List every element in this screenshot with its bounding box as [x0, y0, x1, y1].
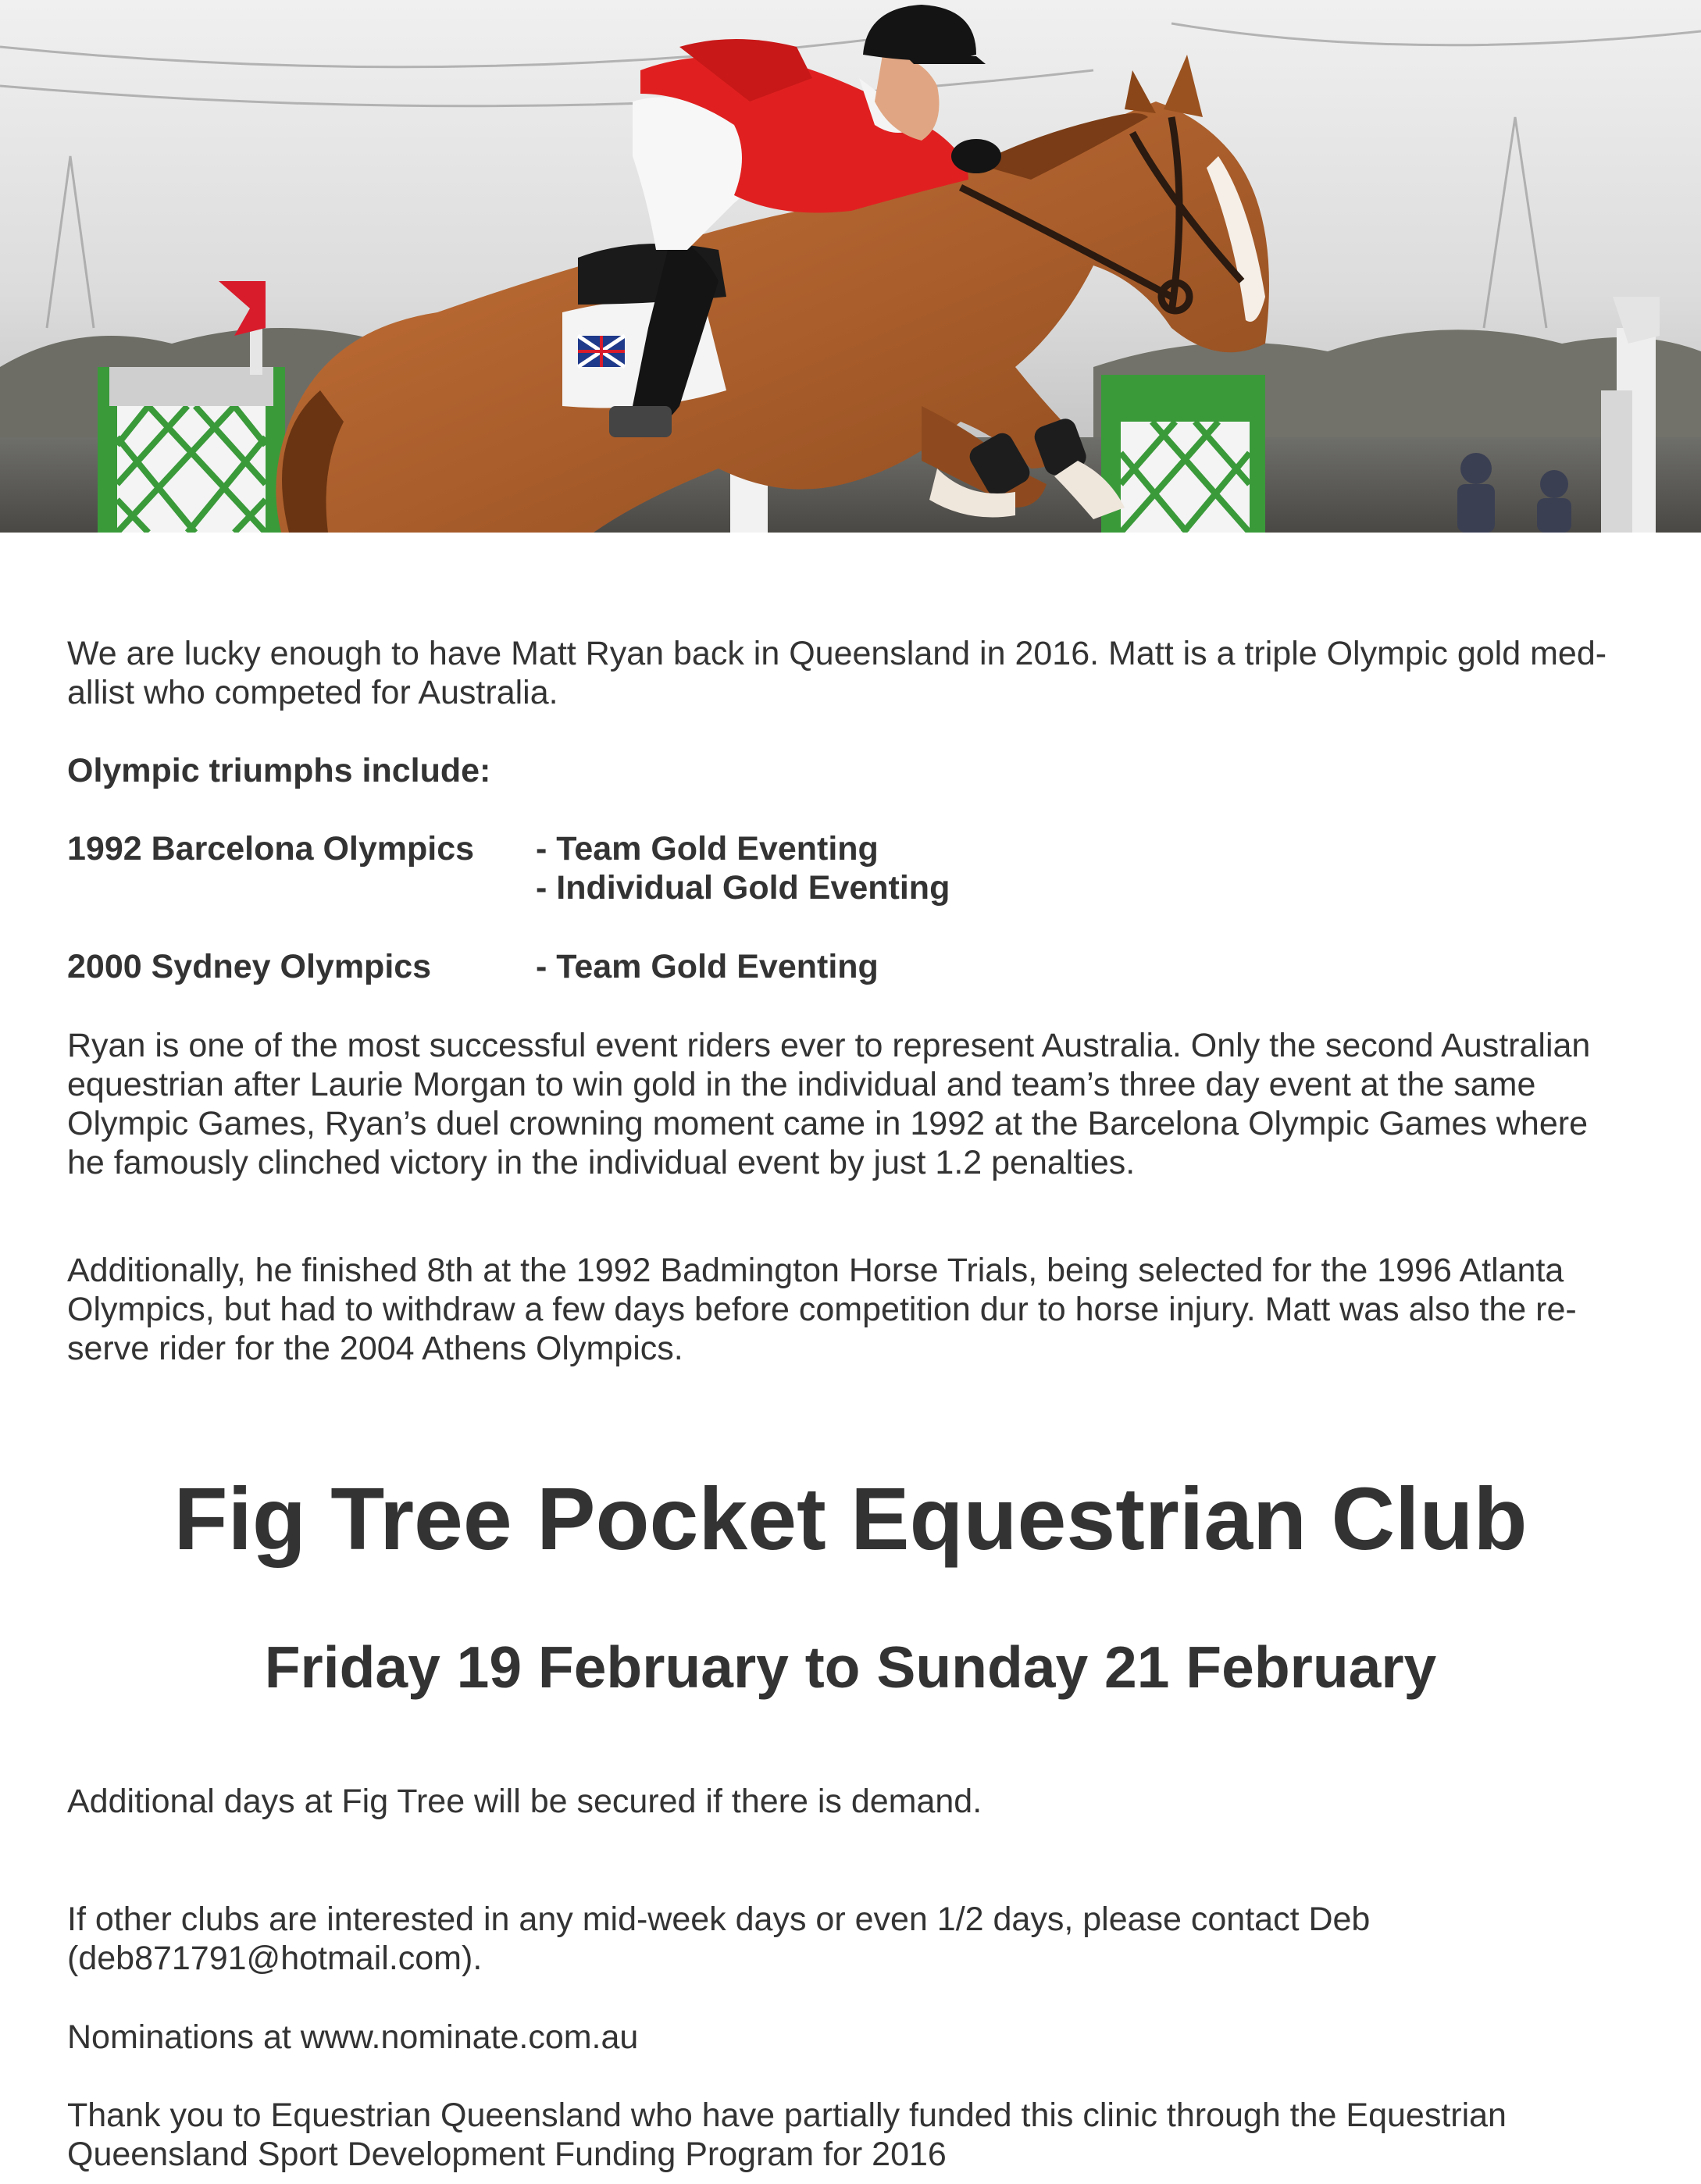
thanks-paragraph — [67, 2096, 1507, 2174]
result-event: 2000 Sydney Olympics — [67, 948, 432, 985]
nominations-note: Nominations at www.nominate.com.au — [67, 2018, 639, 2056]
bio-paragraph — [67, 1026, 1676, 1182]
result-medal: - Team Gold Eventing — [536, 830, 879, 868]
thanks-line: Queensland Sport Development Funding Program for 2016 — [67, 2136, 947, 2173]
bio-line: he famously clinched victory in the individual event by just 1.2 penalties. — [67, 1144, 1136, 1181]
thanks-line: Thank you to Equestrian Queensland who have partially funded this clinic through the Equestrian — [67, 2097, 1507, 2134]
bio-line: Ryan is one of the most successful event riders ever to represent Australia. Only the second Australian — [67, 1027, 1591, 1064]
club-title: Fig Tree Pocket Equestrian Club — [173, 1470, 1528, 1568]
contact-paragraph — [67, 1900, 1370, 1978]
intro-line: allist who competed for Australia. — [67, 674, 558, 711]
bio-line: Olympic Games, Ryan’s duel crowning moment came in 1992 at the Barcelona Olympic Games where — [67, 1105, 1588, 1142]
clinic-dates: Friday 19 February to Sunday 21 February — [264, 1634, 1437, 1700]
olympic-triumphs-heading: Olympic triumphs include: — [67, 752, 491, 789]
additional-line: Olympics, but had to withdraw a few days before competition dur to horse injury. Matt was also the re- — [67, 1291, 1577, 1328]
intro-paragraph — [67, 634, 1660, 712]
additional-line: serve rider for the 2004 Athens Olympics. — [67, 1330, 683, 1367]
result-event: 1992 Barcelona Olympics — [67, 830, 475, 868]
contact-email: (deb871791@hotmail.com). — [67, 1940, 483, 1977]
result-medal: - Individual Gold Eventing — [536, 869, 950, 907]
result-medal: - Team Gold Eventing — [536, 948, 879, 985]
additional-line: Additionally, he finished 8th at the 1992 Badmington Horse Trials, being selected for the 1996 Atlanta — [67, 1252, 1564, 1289]
additional-paragraph — [67, 1251, 1676, 1368]
hero-photo — [0, 0, 1701, 533]
extra-days-note: Additional days at Fig Tree will be secured if there is demand. — [67, 1783, 982, 1820]
contact-line: If other clubs are interested in any mid-week days or even 1/2 days, please contact Deb — [67, 1901, 1371, 1938]
intro-line: We are lucky enough to have Matt Ryan back in Queensland in 2016. Matt is a triple Olympic gold med- — [67, 635, 1607, 672]
show-jumping-image — [0, 0, 1701, 533]
bio-line: equestrian after Laurie Morgan to win gold in the individual and team’s three day event at the same — [67, 1066, 1536, 1103]
